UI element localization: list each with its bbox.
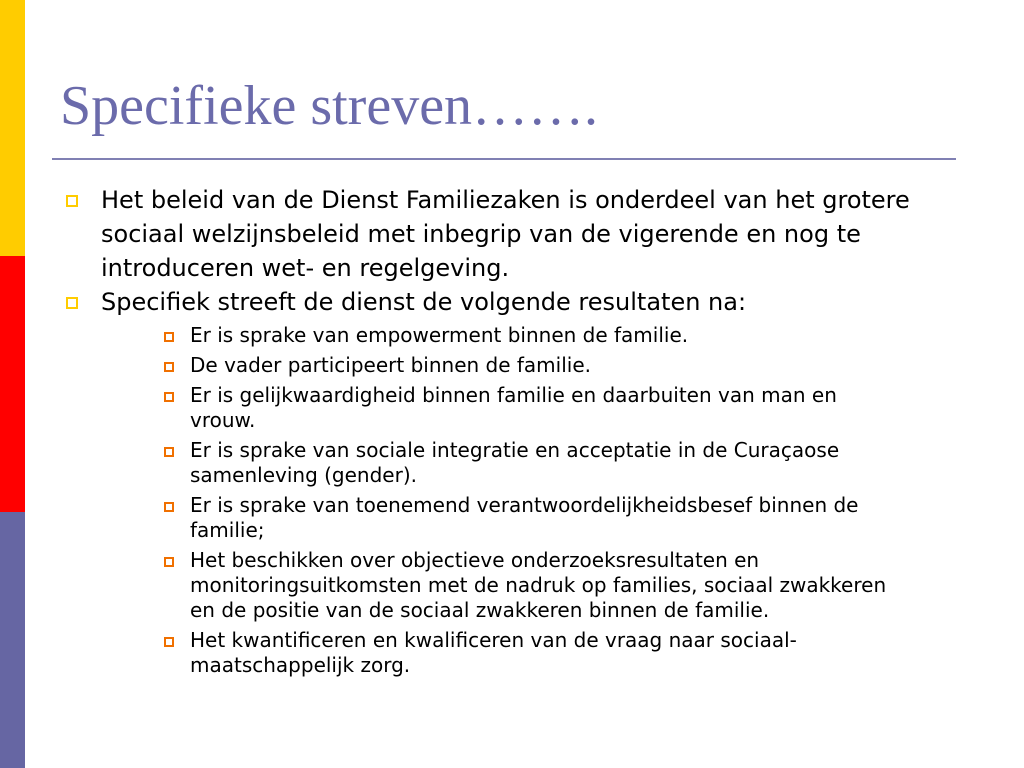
sub-bullet-text: Er is sprake van sociale integratie en acceptatie in de Curaçaose samenleving (gender).: [190, 438, 840, 487]
sub-bullet-list: [0, 323, 964, 678]
sub-bullet-text: Er is sprake van empowerment binnen de familie.: [190, 323, 689, 347]
sub-bullet-text: Er is sprake van toenemend verantwoordelijkheidsbesef binnen de familie;: [190, 493, 859, 542]
square-bullet-icon: [164, 332, 174, 342]
sub-bullet-text: Het kwantificeren en kwalificeren van de vraag naar sociaal-maatschappelijk zorg.: [190, 628, 797, 677]
sub-bullet-item: [0, 548, 964, 623]
sub-bullet-text: Er is gelijkwaardigheid binnen familie en daarbuiten van man en vrouw.: [190, 383, 837, 432]
bullet-text: Specifiek streeft de dienst de volgende resultaten na:: [101, 288, 747, 316]
sub-bullet-item: [0, 323, 964, 348]
square-bullet-icon: [164, 502, 174, 512]
slide-title: Specifieke streven…….: [60, 75, 599, 137]
bullet-item: [0, 285, 1024, 678]
square-bullet-icon: [164, 637, 174, 647]
sub-bullet-text: Het beschikken over objectieve onderzoeksresultaten en monitoringsuitkomsten met de nadruk op families, sociaal zwakkeren en de positie van de sociaal zwakkeren binnen de familie.: [190, 548, 887, 622]
sub-bullet-item: [0, 628, 964, 678]
square-bullet-icon: [164, 557, 174, 567]
bullet-text: Het beleid van de Dienst Familiezaken is onderdeel van het grotere sociaal welzijnsbeleid met inbegrip van de vigerende en nog te introduceren wet- en regelgeving.: [101, 186, 910, 282]
sub-bullet-item: [0, 383, 964, 433]
bullet-list: [0, 183, 1024, 678]
square-bullet-icon: [164, 392, 174, 402]
square-bullet-icon: [164, 362, 174, 372]
title-divider: [52, 158, 956, 160]
sub-bullet-item: [0, 493, 964, 543]
slide-content: [0, 183, 1024, 683]
sub-bullet-text: De vader participeert binnen de familie.: [190, 353, 591, 377]
bullet-item: [0, 183, 1024, 285]
sub-bullet-item: [0, 438, 964, 488]
square-bullet-icon: [66, 297, 78, 309]
square-bullet-icon: [66, 195, 78, 207]
square-bullet-icon: [164, 447, 174, 457]
sub-bullet-item: [0, 353, 964, 378]
